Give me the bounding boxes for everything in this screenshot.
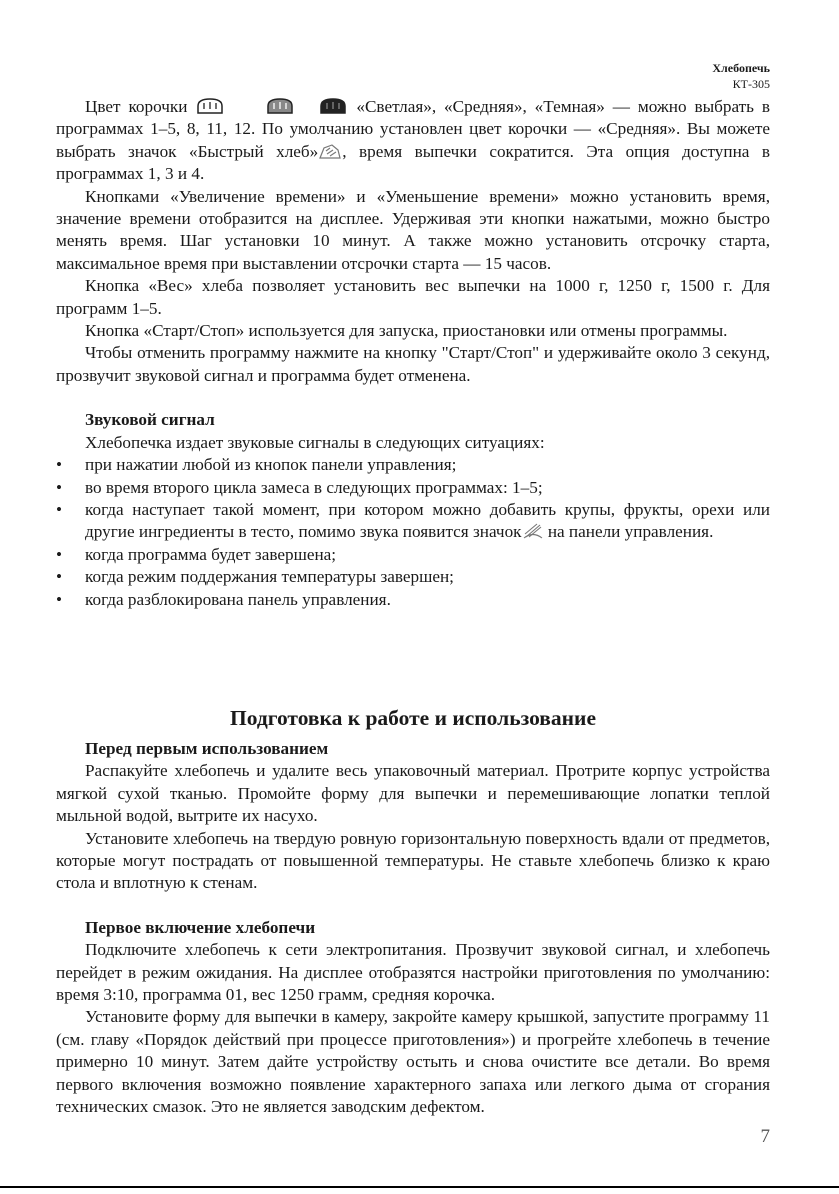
- section-title: Подготовка к работе и использование: [230, 706, 596, 730]
- first-on-paragraph-1: Подключите хлебопечь к сети электропитания. Прозвучит звуковой сигнал, и хлебопечь перейдет в режим ожидания. На дисплее отобразятся настройки приготовления по умолчанию: время 3:10, программа 01, вес 1250 грамм, средняя корочка.: [56, 940, 770, 1005]
- sound-heading: Звуковой сигнал: [85, 410, 215, 430]
- time-paragraph: Кнопками «Увеличение времени» и «Уменьшение времени» можно установить время, значение времени отобразится на дисплее. Удерживая эти кнопки нажатыми, можно быстро менять время. Шаг установки 10 минут. А также можно установить отсрочку старта, максимальное время при выставлении отсрочки старта — 15 часов.: [56, 186, 770, 273]
- list-item: [56, 499, 770, 544]
- quick-bread-icon: [318, 142, 342, 160]
- sound-intro: Хлебопечка издает звуковые сигналы в следующих ситуациях:: [85, 432, 545, 452]
- crust-text-1: «Светлая», «Средняя», «Темная» — можно выбрать в программах 1–5, 8, 11, 12. По умолчанию установлен цвет корочки — «Средняя». Вы можете выбрать значок «Быстрый хлеб»: [56, 97, 771, 161]
- list-item: • во время второго цикла замеса в следующих программах: 1–5;: [56, 477, 770, 499]
- preparation-section: [56, 738, 770, 1119]
- page-number: 7: [760, 1126, 770, 1147]
- first-use-heading: Перед первым использованием: [85, 739, 329, 758]
- bread-dark-icon: [318, 97, 348, 115]
- first-use-paragraph-1: Распакуйте хлебопечь и удалите весь упаковочный материал. Протрите корпус устройства мягкой сухой тканью. Промойте форму для выпечки и перемешивающие лопатки теплой мыльной водой, вытрите их насухо.: [56, 761, 770, 826]
- weight-paragraph: Кнопка «Вес» хлеба позволяет установить вес выпечки на 1000 г, 1250 г, 1500 г. Для программ 1–5.: [56, 276, 770, 318]
- header-title: Хлебопечь: [712, 61, 770, 75]
- list-item: • когда разблокирована панель управления.: [56, 589, 770, 611]
- controls-description: [56, 96, 770, 611]
- sound-list: [56, 454, 770, 611]
- crust-lead: Цвет корочки: [85, 97, 196, 116]
- list-item: • при нажатии любой из кнопок панели управления;: [56, 454, 770, 476]
- list-item: • когда режим поддержания температуры завершен;: [56, 566, 770, 588]
- running-header: [712, 60, 770, 92]
- add-ingredients-icon: [522, 522, 544, 540]
- cancel-paragraph: Чтобы отменить программу нажмите на кнопку "Старт/Стоп" и удерживайте около 3 секунд, прозвучит звуковой сигнал и программа будет отменена.: [56, 343, 770, 385]
- list-item-text-end: на панели управления.: [543, 522, 714, 542]
- first-on-paragraph-2: Установите форму для выпечки в камеру, закройте камеру крышкой, запустите программу 11 (см. главу «Порядок действий при процессе приготовления») и прогрейте хлебопечь в течение примерно 10 минут. Затем дайте устройству остыть и снова очистите все детали. Во время первого включения возможно появление характерного запаха или легкого дыма от сгорания технических смазок. Это не является заводским дефектом.: [56, 1007, 770, 1117]
- bottom-rule: [0, 1186, 839, 1188]
- list-item: • когда программа будет завершена;: [56, 544, 770, 566]
- first-use-paragraph-2: Установите хлебопечь на твердую ровную горизонтальную поверхность вдали от предметов, которые могут пострадать от повышенной температуры. Не ставьте хлебопечь близко к краю стола и вплотную к стенам.: [56, 828, 770, 893]
- bread-medium-icon: [265, 97, 295, 115]
- bread-light-icon: [195, 97, 225, 115]
- start-stop-paragraph: Кнопка «Старт/Стоп» используется для запуска, приостановки или отмены программы.: [85, 321, 728, 341]
- list-item-text: когда наступает такой момент, при котором можно добавить крупы, фрукты, орехи или другие ингредиенты в тесто, помимо звука появится значок: [85, 499, 770, 542]
- crust-paragraph: [56, 96, 770, 186]
- crust-text-2: , время выпечки сократится. Эта опция доступна в программах 1, 3 и 4.: [56, 141, 770, 184]
- header-model: КТ-305: [732, 77, 770, 91]
- manual-page: [56, 0, 770, 1194]
- first-on-heading: Первое включение хлебопечи: [85, 917, 316, 937]
